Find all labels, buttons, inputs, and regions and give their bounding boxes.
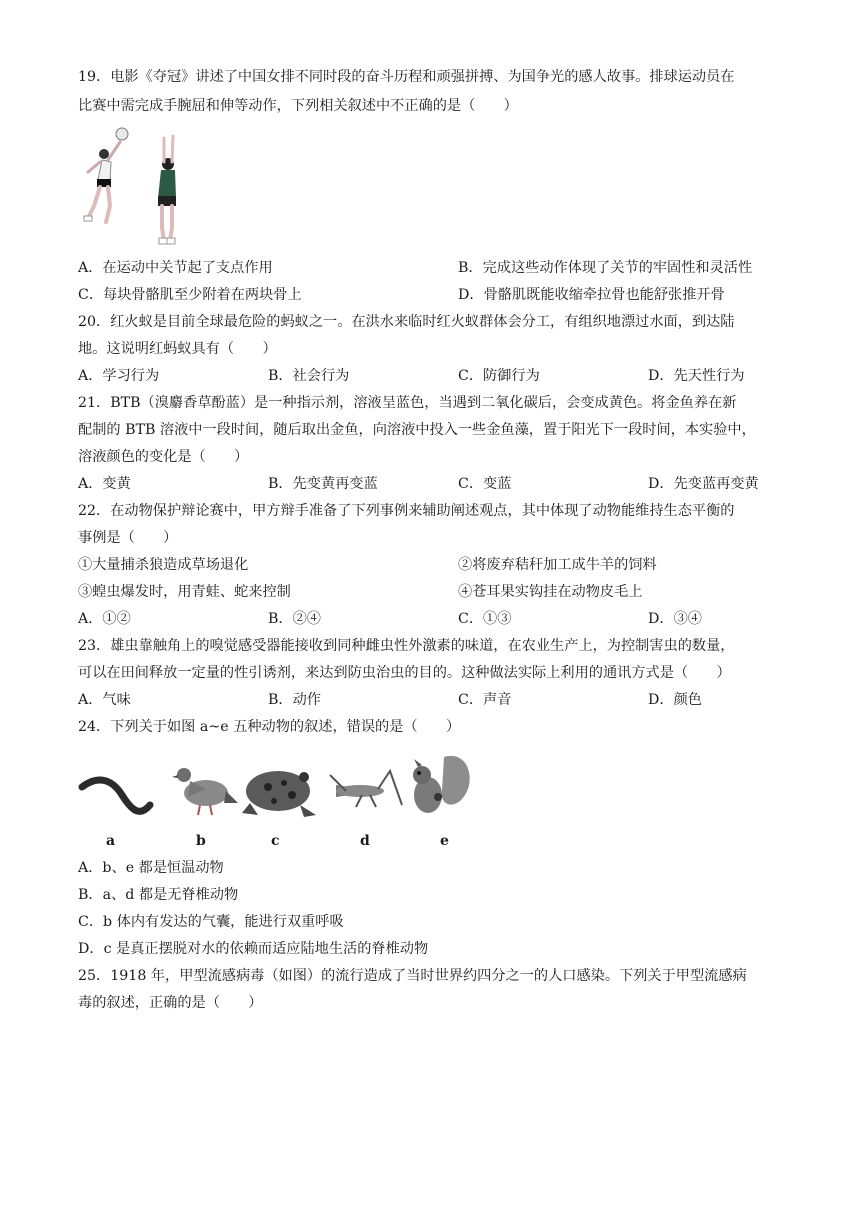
q23-option-b: B．动作 xyxy=(268,692,321,708)
figure-label-e: e xyxy=(440,833,449,849)
q25-stem-line2: 毒的叙述，正确的是（ ） xyxy=(78,995,263,1011)
q21-option-b: B．先变黄再变蓝 xyxy=(268,476,378,492)
q20-option-c: C．防御行为 xyxy=(458,368,540,384)
q19-stem-line1: 19．电影《夺冠》讲述了中国女排不同时段的奋斗历程和顽强拼搏、为国争光的感人故事。排球运动员在 xyxy=(78,69,735,85)
q22-option-d: D．③④ xyxy=(648,611,702,627)
q24-stem-line1: 24．下列关于如图 a~e 五种动物的叙述，错误的是（ ） xyxy=(78,719,461,735)
q22-stem-line1: 22．在动物保护辩论赛中，甲方辩手准备了下列事例来辅助阐述观点，其中体现了动物能维持生态平衡的 xyxy=(78,503,735,519)
q20-stem-line2: 地。这说明红蚂蚁具有（ ） xyxy=(78,341,277,357)
q19-option-b: B．完成这些动作体现了关节的牢固性和灵活性 xyxy=(458,260,753,276)
q22-option-a: A．①② xyxy=(78,611,131,627)
q24-option-c: C．b 体内有发达的气囊，能进行双重呼吸 xyxy=(78,914,344,930)
q23-option-d: D．颜色 xyxy=(648,692,702,708)
figure-label-c: c xyxy=(271,833,280,849)
q22-stem-line2: 事例是（ ） xyxy=(78,530,178,546)
q21-stem-line2: 配制的 BTB 溶液中一段时间，随后取出金鱼，向溶液中投入一些金鱼藻，置于阳光下一段时间，本实验中， xyxy=(78,422,756,438)
volleyball-players-image xyxy=(78,122,198,248)
q20-option-d: D．先天性行为 xyxy=(648,368,745,384)
figure-label-a: a xyxy=(106,833,116,849)
five-animals-figure xyxy=(78,745,478,855)
q23-stem-line1: 23．雄虫靠触角上的嗅觉感受器能接收到同种雌虫性外激素的味道，在农业生产上，为控制害虫的数量， xyxy=(78,638,735,654)
q21-option-d: D．先变蓝再变黄 xyxy=(648,476,759,492)
q22-option-b: B．②④ xyxy=(268,611,321,627)
q23-stem-line2: 可以在田间释放一定量的性引诱剂，来达到防虫治虫的目的。这种做法实际上利用的通讯方式是（ ） xyxy=(78,665,731,681)
pigeon-image xyxy=(172,768,238,815)
q24-option-a: A．b、e 都是恒温动物 xyxy=(78,860,224,876)
q24-option-d: D．c 是真正摆脱对水的依赖而适应陆地生活的脊椎动物 xyxy=(78,941,429,957)
q19-option-a: A．在运动中关节起了支点作用 xyxy=(78,260,273,276)
q20-stem-line1: 20．红火蚁是目前全球最危险的蚂蚁之一。在洪水来临时红火蚁群体会分工，有组织地漂过水面，到达陆 xyxy=(78,314,735,330)
frog-image xyxy=(242,771,316,817)
q21-stem-line1: 21．BTB（溴麝香草酚蓝）是一种指示剂，溶液呈蓝色，当遇到二氧化碳后，会变成黄色。将金鱼养在新 xyxy=(78,395,737,411)
q21-option-a: A．变黄 xyxy=(78,476,131,492)
squirrel-image xyxy=(413,756,470,813)
q23-option-a: A．气味 xyxy=(78,692,131,708)
q19-option-c: C．每块骨骼肌至少附着在两块骨上 xyxy=(78,287,302,303)
q22-item-2: ②将废弃秸秆加工成牛羊的饲料 xyxy=(458,557,657,573)
q25-stem-line1: 25．1918 年，甲型流感病毒（如图）的流行造成了当时世界约四分之一的人口感染。下列关于甲型流感病 xyxy=(78,968,747,984)
q22-item-3: ③蝗虫爆发时，用青蛙、蛇来控制 xyxy=(78,584,291,600)
q22-option-c: C．①③ xyxy=(458,611,512,627)
q19-option-d: D．骨骼肌既能收缩牵拉骨也能舒张推开骨 xyxy=(458,287,725,303)
figure-label-b: b xyxy=(196,833,206,849)
q24-option-b: B．a、d 都是无脊椎动物 xyxy=(78,887,239,903)
q23-option-c: C．声音 xyxy=(458,692,512,708)
figure-label-d: d xyxy=(360,833,370,849)
q20-option-b: B．社会行为 xyxy=(268,368,350,384)
q22-item-1: ①大量捕杀狼造成草场退化 xyxy=(78,557,249,573)
q20-option-a: A．学习行为 xyxy=(78,368,160,384)
grasshopper-image xyxy=(330,771,402,807)
q21-stem-line3: 溶液颜色的变化是（ ） xyxy=(78,449,249,465)
q21-option-c: C．变蓝 xyxy=(458,476,512,492)
q22-item-4: ④苍耳果实钩挂在动物皮毛上 xyxy=(458,584,643,600)
earthworm-image xyxy=(82,780,150,811)
q19-stem-line2: 比赛中需完成手腕屈和伸等动作，下列相关叙述中不正确的是（ ） xyxy=(78,98,518,114)
